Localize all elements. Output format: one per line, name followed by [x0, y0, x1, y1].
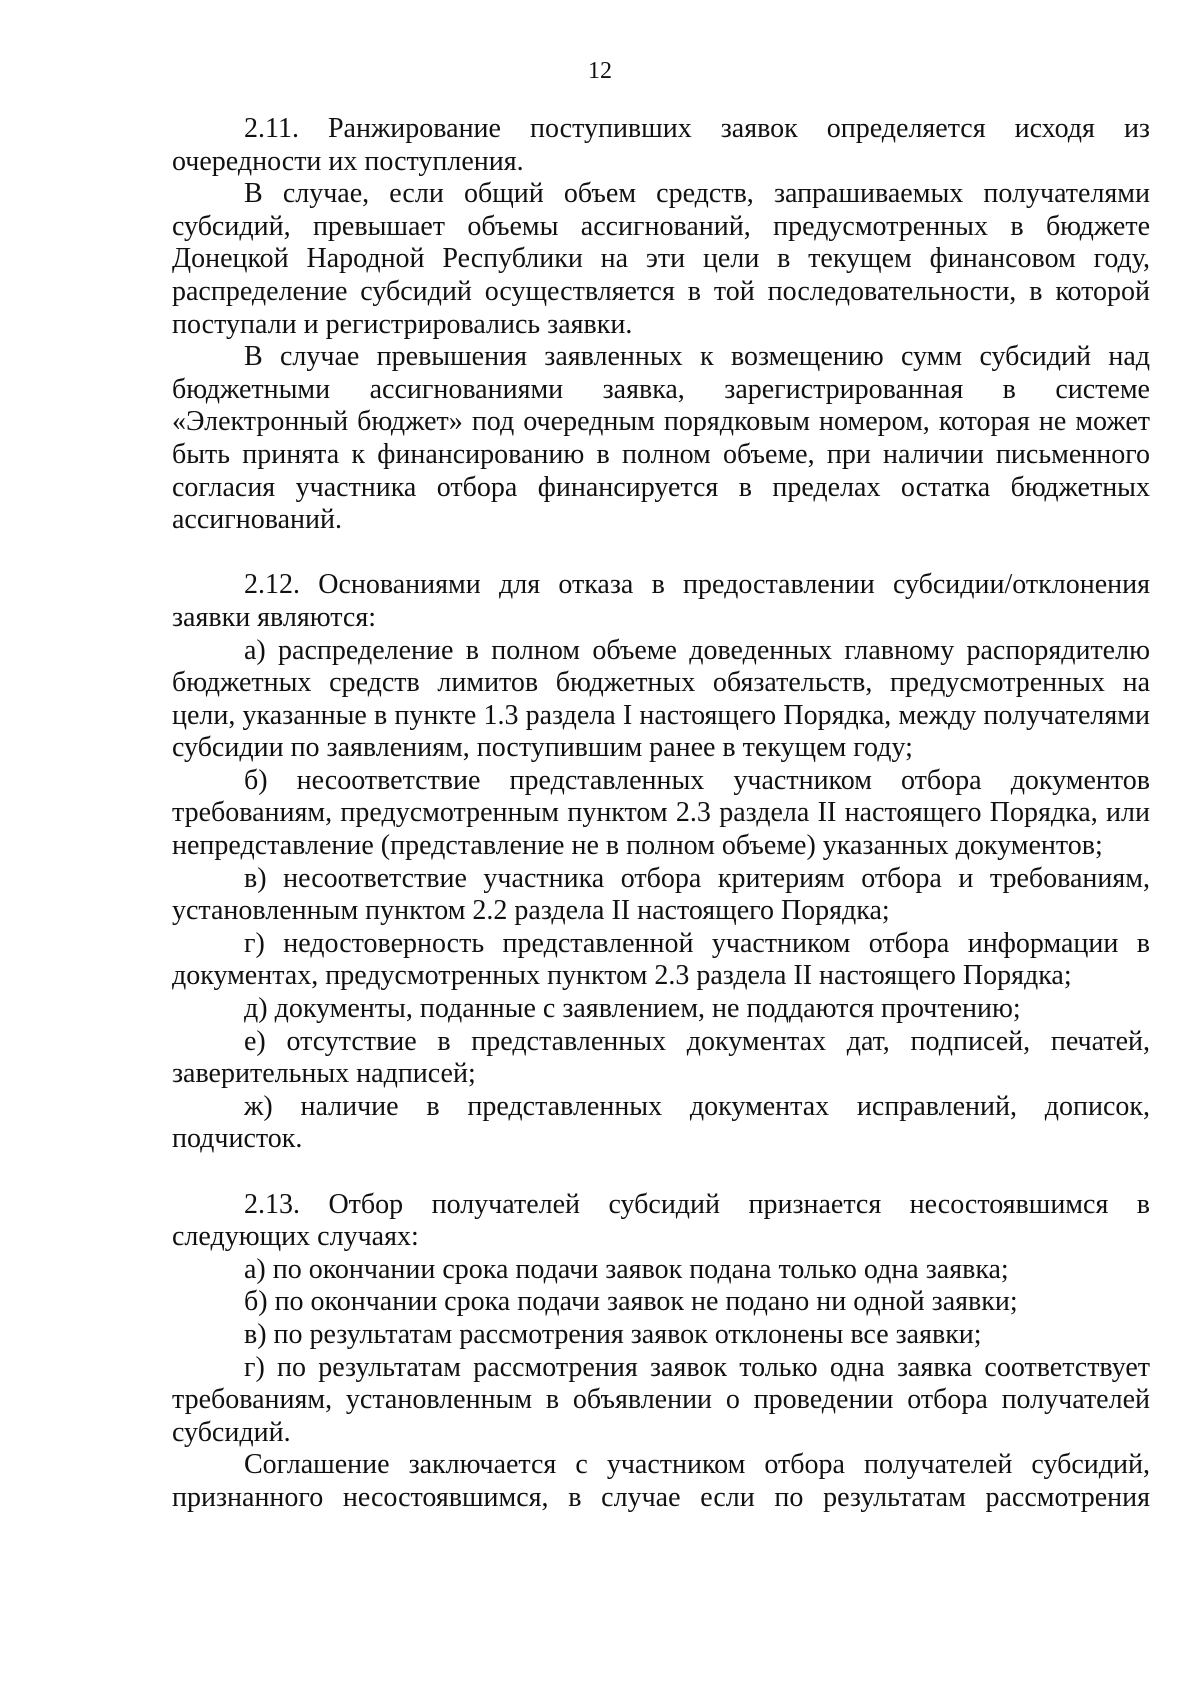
- list-item-2-12-d: д) документы, поданные с заявлением, не поддаются прочтению;: [244, 993, 1021, 1025]
- list-item-2-12-v: в) несоответствие участника отбора критериям отбора и требованиям, установленным пунктом 2.2 раздела II настоящего Порядка;: [172, 862, 1150, 927]
- list-item-2-13-v: в) по результатам рассмотрения заявок отклонены все заявки;: [244, 1318, 982, 1350]
- document-body: [172, 113, 1150, 1515]
- list-item-2-13-a: а) по окончании срока подачи заявок подана только одна заявка;: [244, 1253, 1009, 1285]
- paragraph-2-11-distribution: В случае, если общий объем средств, запрашиваемых получателями субсидий, превышает объемы ассигнований, предусмотренных в бюджете Донецкой Народной Республики на эти цели в текущем финансовом году, распределение субсидий осуществляется в той последовательности, в которой поступали и регистрировались заявки.: [172, 178, 1150, 340]
- page-number: 12: [588, 58, 612, 84]
- paragraph-2-11-ranking: 2.11. Ранжирование поступивших заявок определяется исходя из очередности их поступления.: [172, 113, 1150, 177]
- paragraph-2-11-excess: В случае превышения заявленных к возмещению сумм субсидий над бюджетными ассигнованиями заявка, зарегистрированная в системе «Электронный бюджет» под очередным порядковым номером, которая не может быть принята к финансированию в полном объеме, при наличии письменного согласия участника отбора финансируется в пределах остатка бюджетных ассигнований.: [172, 341, 1150, 536]
- paragraph-2-12-grounds: 2.12. Основаниями для отказа в предоставлении субсидии/отклонения заявки являются:: [172, 569, 1150, 633]
- list-item-2-13-b: б) по окончании срока подачи заявок не подано ни одной заявки;: [244, 1286, 1018, 1318]
- list-item-2-12-zh: ж) наличие в представленных документах исправлений, дописок, подчисток.: [172, 1090, 1150, 1155]
- paragraph-2-13-failed-selection: 2.13. Отбор получателей субсидий признается несостоявшимся в следующих случаях:: [172, 1188, 1150, 1253]
- paragraph-2-13-agreement: Соглашение заключается с участником отбора получателей субсидий, признанного несостоявшимся, в случае если по результатам рассмотрения: [172, 1449, 1150, 1513]
- list-item-2-12-a: а) распределение в полном объеме доведенных главному распорядителю бюджетных средств лимитов бюджетных обязательств, предусмотренных на цели, указанные в пункте 1.3 раздела I настоящего Порядка, между получателями субсидии по заявлениям, поступившим ранее в текущем году;: [172, 634, 1150, 764]
- list-item-2-13-g: г) по результатам рассмотрения заявок только одна заявка соответствует требованиям, установленным в объявлении о проведении отбора получателей субсидий.: [172, 1351, 1150, 1448]
- list-item-2-12-g: г) недостоверность представленной участником отбора информации в документах, предусмотренных пунктом 2.3 раздела II настоящего Порядка;: [172, 927, 1150, 992]
- list-item-2-12-e: е) отсутствие в представленных документах дат, подписей, печатей, заверительных надписей;: [172, 1025, 1150, 1090]
- list-item-2-12-b: б) несоответствие представленных участником отбора документов требованиям, предусмотренным пунктом 2.3 раздела II настоящего Порядка, или непредставление (представление не в полном объеме) указанных документов;: [172, 764, 1150, 862]
